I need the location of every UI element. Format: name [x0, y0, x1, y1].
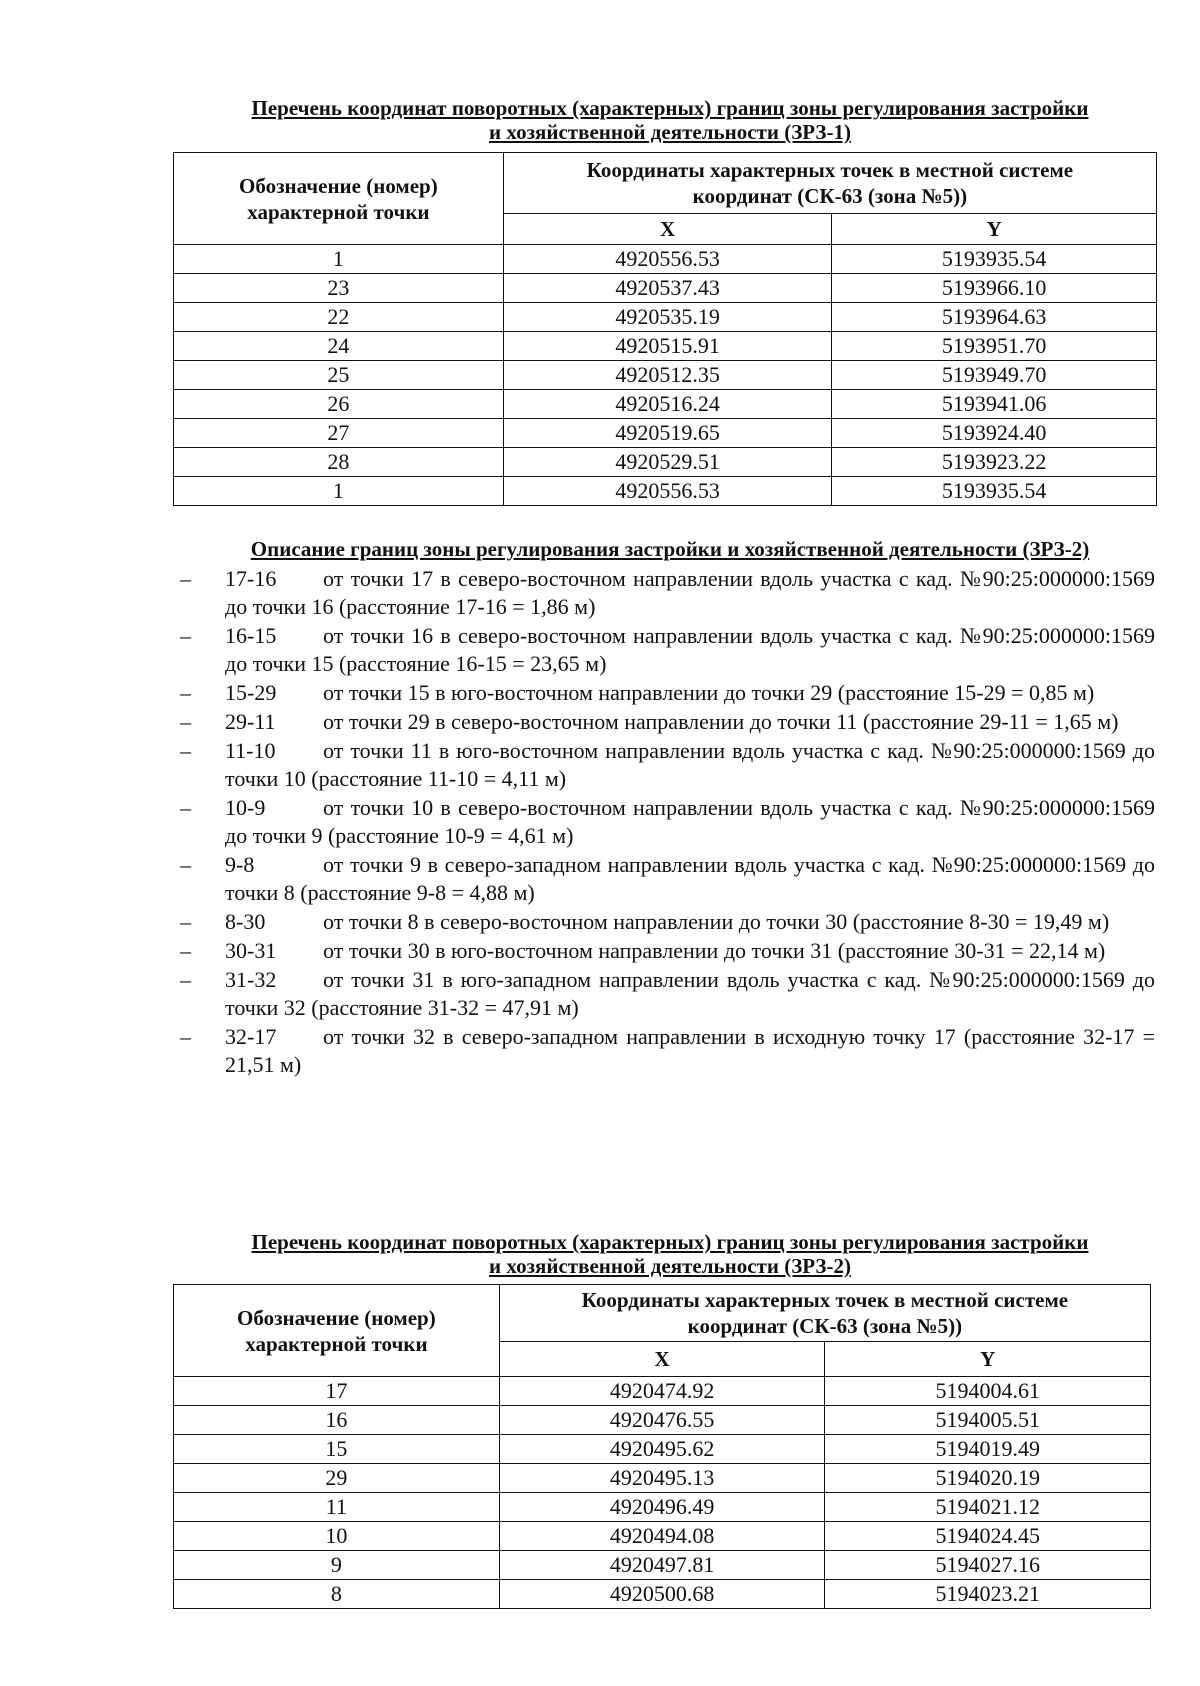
- cell-x: 4920476.55: [499, 1406, 825, 1435]
- table1-title: [185, 96, 1155, 144]
- table-row: [174, 1522, 1151, 1551]
- table2-header-point: Обозначение (номер) характерной точки: [174, 1285, 500, 1377]
- list-item: [180, 794, 1155, 850]
- table-row: [174, 1464, 1151, 1493]
- table-row: [174, 1406, 1151, 1435]
- table2-title: [185, 1230, 1155, 1278]
- segment-description: от точки 30 в юго-восточном направлении до точки 31 (расстояние 30-31 = 22,14 м): [323, 938, 1106, 963]
- cell-x: 4920529.51: [503, 448, 832, 477]
- segment-label: 31-32: [225, 967, 277, 992]
- table-row: [174, 274, 1157, 303]
- segment-description: от точки 15 в юго-восточном направлении до точки 29 (расстояние 15-29 = 0,85 м): [323, 680, 1095, 705]
- list-dash: –: [180, 680, 191, 705]
- table-row: [174, 1435, 1151, 1464]
- cell-x: 4920519.65: [503, 419, 832, 448]
- table2-header-x: X: [499, 1342, 825, 1377]
- list-dash: –: [180, 909, 191, 934]
- list-item: [180, 565, 1155, 621]
- cell-point: 10: [174, 1522, 500, 1551]
- cell-point: 8: [174, 1580, 500, 1609]
- segment-description: от точки 32 в северо-западном направлении в исходную точку 17 (расстояние 32-17 = 21,51 м): [225, 1024, 1155, 1077]
- cell-y: 5194023.21: [825, 1580, 1151, 1609]
- list-item: [180, 908, 1155, 936]
- cell-point: 26: [174, 390, 504, 419]
- cell-x: 4920495.13: [499, 1464, 825, 1493]
- segment-description: от точки 8 в северо-восточном направлении до точки 30 (расстояние 8-30 = 19,49 м): [323, 909, 1110, 934]
- table-row: [174, 1377, 1151, 1406]
- list-item: [180, 937, 1155, 965]
- table-row: [174, 477, 1157, 506]
- table1: [173, 152, 1157, 506]
- table2-title-line2: и хозяйственной деятельности (ЗРЗ-2): [489, 1254, 851, 1278]
- list-dash: –: [180, 738, 191, 763]
- table1-header-x: X: [503, 214, 832, 245]
- segment-description: от точки 17 в северо-восточном направлении вдоль участка с кад. №90:25:000000:1569 до точки 16 (расстояние 17-16 = 1,86 м): [225, 566, 1155, 619]
- cell-point: 23: [174, 274, 504, 303]
- cell-point: 22: [174, 303, 504, 332]
- table-row: [174, 332, 1157, 361]
- table1-header-coords: Координаты характерных точек в местной системе координат (СК-63 (зона №5)): [503, 153, 1156, 214]
- table2-header-coords: Координаты характерных точек в местной системе координат (СК-63 (зона №5)): [499, 1285, 1150, 1342]
- table-row: [174, 390, 1157, 419]
- cell-x: 4920496.49: [499, 1493, 825, 1522]
- cell-point: 17: [174, 1377, 500, 1406]
- segment-label: 11-10: [225, 738, 276, 763]
- segment-description: от точки 9 в северо-западном направлении вдоль участка с кад. №90:25:000000:1569 до точки 8 (расстояние 9-8 = 4,88 м): [225, 852, 1155, 905]
- cell-y: 5194005.51: [825, 1406, 1151, 1435]
- list-dash: –: [180, 566, 191, 591]
- cell-y: 5193924.40: [832, 419, 1157, 448]
- table2-title-line1: Перечень координат поворотных (характерных) границ зоны регулирования застройки: [251, 1230, 1089, 1254]
- table-row: [174, 448, 1157, 477]
- cell-y: 5193951.70: [832, 332, 1157, 361]
- cell-y: 5194021.12: [825, 1493, 1151, 1522]
- cell-x: 4920516.24: [503, 390, 832, 419]
- cell-y: 5194020.19: [825, 1464, 1151, 1493]
- cell-y: 5194004.61: [825, 1377, 1151, 1406]
- cell-x: 4920537.43: [503, 274, 832, 303]
- list-dash: –: [180, 709, 191, 734]
- segment-label: 16-15: [225, 623, 277, 648]
- segment-description: от точки 31 в юго-западном направлении вдоль участка с кад. №90:25:000000:1569 до точки 32 (расстояние 31-32 = 47,91 м): [225, 967, 1155, 1020]
- table2: [173, 1284, 1151, 1609]
- cell-y: 5193964.63: [832, 303, 1157, 332]
- cell-x: 4920512.35: [503, 361, 832, 390]
- description-title: Описание границ зоны регулирования застройки и хозяйственной деятельности (ЗРЗ-2): [250, 537, 1090, 561]
- table2-body: [174, 1377, 1151, 1609]
- cell-x: 4920556.53: [503, 477, 832, 506]
- segment-label: 29-11: [225, 709, 276, 734]
- cell-point: 9: [174, 1551, 500, 1580]
- segment-label: 17-16: [225, 566, 277, 591]
- cell-point: 24: [174, 332, 504, 361]
- cell-y: 5193935.54: [832, 245, 1157, 274]
- list-dash: –: [180, 623, 191, 648]
- cell-point: 1: [174, 245, 504, 274]
- table1-title-line2: и хозяйственной деятельности (ЗРЗ-1): [489, 120, 851, 144]
- segment-description: от точки 29 в северо-восточном направлении до точки 11 (расстояние 29-11 = 1,65 м): [323, 709, 1119, 734]
- list-item: [180, 679, 1155, 707]
- table1-title-line1: Перечень координат поворотных (характерных) границ зоны регулирования застройки: [251, 96, 1089, 120]
- list-dash: –: [180, 1024, 191, 1049]
- cell-x: 4920474.92: [499, 1377, 825, 1406]
- table-row: [174, 1580, 1151, 1609]
- table1-body: [174, 245, 1157, 506]
- list-dash: –: [180, 795, 191, 820]
- segment-label: 32-17: [225, 1024, 277, 1049]
- list-item: [180, 851, 1155, 907]
- cell-x: 4920494.08: [499, 1522, 825, 1551]
- table-row: [174, 361, 1157, 390]
- cell-point: 1: [174, 477, 504, 506]
- cell-x: 4920500.68: [499, 1580, 825, 1609]
- cell-point: 16: [174, 1406, 500, 1435]
- cell-point: 27: [174, 419, 504, 448]
- cell-point: 29: [174, 1464, 500, 1493]
- segment-description: от точки 16 в северо-восточном направлении вдоль участка с кад. №90:25:000000:1569 до точки 15 (расстояние 16-15 = 23,65 м): [225, 623, 1155, 676]
- cell-point: 25: [174, 361, 504, 390]
- table-row: [174, 1493, 1151, 1522]
- list-item: [180, 1023, 1155, 1079]
- cell-x: 4920497.81: [499, 1551, 825, 1580]
- table-row: [174, 1551, 1151, 1580]
- cell-y: 5193935.54: [832, 477, 1157, 506]
- list-dash: –: [180, 852, 191, 877]
- segment-description: от точки 10 в северо-восточном направлении вдоль участка с кад. №90:25:000000:1569 до точки 9 (расстояние 10-9 = 4,61 м): [225, 795, 1155, 848]
- list-item: [180, 708, 1155, 736]
- cell-y: 5194024.45: [825, 1522, 1151, 1551]
- cell-point: 15: [174, 1435, 500, 1464]
- segment-label: 15-29: [225, 680, 277, 705]
- table-row: [174, 303, 1157, 332]
- table-row: [174, 245, 1157, 274]
- table1-header-y: Y: [832, 214, 1157, 245]
- list-dash: –: [180, 967, 191, 992]
- cell-y: 5194019.49: [825, 1435, 1151, 1464]
- segment-label: 8-30: [225, 909, 266, 934]
- cell-x: 4920556.53: [503, 245, 832, 274]
- table2-header-y: Y: [825, 1342, 1151, 1377]
- segment-label: 30-31: [225, 938, 277, 963]
- segment-label: 10-9: [225, 795, 266, 820]
- list-item: [180, 737, 1155, 793]
- cell-x: 4920495.62: [499, 1435, 825, 1464]
- cell-y: 5193949.70: [832, 361, 1157, 390]
- segment-label: 9-8: [225, 852, 255, 877]
- cell-y: 5193923.22: [832, 448, 1157, 477]
- description-list: [180, 565, 1155, 1080]
- list-item: [180, 622, 1155, 678]
- cell-x: 4920515.91: [503, 332, 832, 361]
- table1-header-point: Обозначение (номер) характерной точки: [174, 153, 504, 245]
- cell-y: 5193966.10: [832, 274, 1157, 303]
- table-row: [174, 419, 1157, 448]
- cell-x: 4920535.19: [503, 303, 832, 332]
- cell-point: 11: [174, 1493, 500, 1522]
- cell-y: 5193941.06: [832, 390, 1157, 419]
- cell-point: 28: [174, 448, 504, 477]
- segment-description: от точки 11 в юго-восточном направлении вдоль участка с кад. №90:25:000000:1569 до точки 10 (расстояние 11-10 = 4,11 м): [225, 738, 1155, 791]
- list-item: [180, 966, 1155, 1022]
- list-dash: –: [180, 938, 191, 963]
- cell-y: 5194027.16: [825, 1551, 1151, 1580]
